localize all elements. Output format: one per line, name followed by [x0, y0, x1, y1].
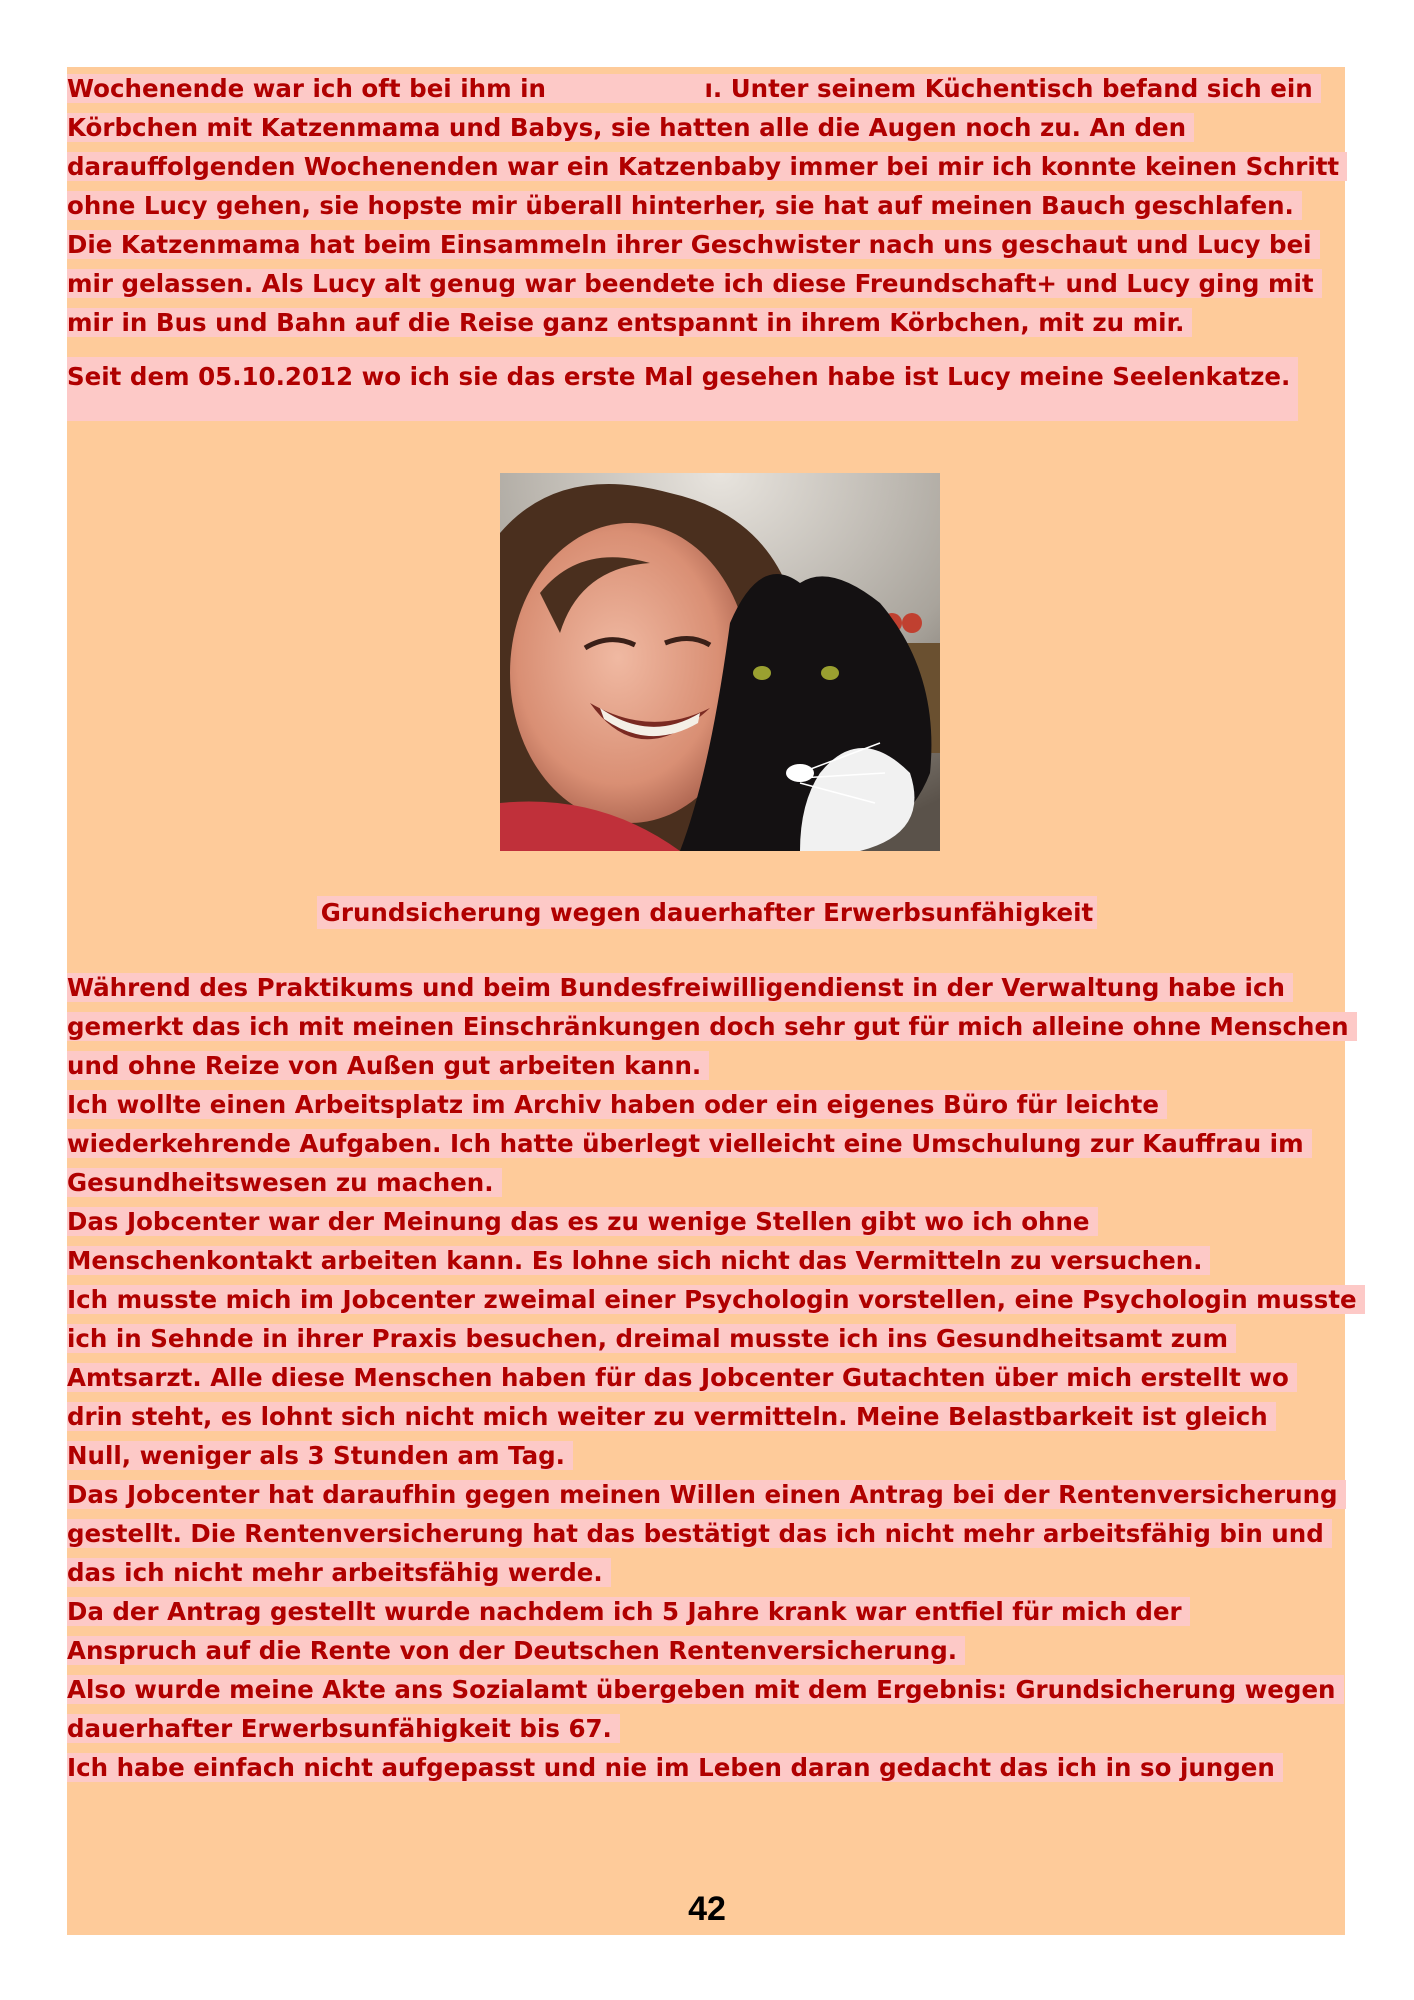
text-line	[67, 1631, 1347, 1670]
text-fragment: mir in Bus und Bahn auf die Reise ganz entspannt in ihrem Körbchen, mit zu mir.	[67, 308, 1192, 337]
text-fragment: ı. Unter seinem Küchentisch befand sich ein	[704, 74, 1313, 103]
text-line	[67, 1475, 1347, 1514]
text-line	[67, 1358, 1347, 1397]
text-line	[67, 1241, 1347, 1280]
text-fragment: Das Jobcenter war der Meinung das es zu wenige Stellen gibt wo ich ohne	[67, 1207, 1098, 1236]
text-fragment: Null, weniger als 3 Stunden am Tag.	[67, 1441, 573, 1470]
text-fragment: Anspruch auf die Rente von der Deutschen Rentenversicherung.	[67, 1636, 965, 1665]
heading-text: Grundsicherung wegen dauerhafter Erwerbsunfähigkeit	[317, 896, 1097, 929]
body-paragraph	[67, 968, 1357, 1787]
text-line	[67, 186, 1347, 225]
text-line	[67, 1670, 1347, 1709]
text-line	[67, 147, 1347, 186]
text-fragment: Die Katzenmama hat beim Einsammeln ihrer Geschwister nach uns geschaut und Lucy bei	[67, 230, 1320, 259]
text-line	[67, 1709, 1347, 1748]
text-fragment: Amtsarzt. Alle diese Menschen haben für das Jobcenter Gutachten über mich erstellt wo	[67, 1363, 1297, 1392]
text-fragment: Da der Antrag gestellt wurde nachdem ich 5 Jahre krank war entfiel für mich der	[67, 1597, 1190, 1626]
section-heading	[0, 893, 1414, 933]
text-line	[67, 1553, 1347, 1592]
text-line	[67, 1397, 1347, 1436]
text-fragment: ich in Sehnde in ihrer Praxis besuchen, dreimal musste ich ins Gesundheitsamt zum	[67, 1324, 1236, 1353]
text-line	[67, 357, 1347, 421]
text-line	[67, 1592, 1347, 1631]
text-line	[67, 264, 1347, 303]
text-fragment: Seit dem 05.10.2012 wo ich sie das erste Mal gesehen habe ist Lucy meine Seelenkatze.	[67, 357, 1298, 421]
text-line	[67, 1514, 1347, 1553]
text-line	[67, 1280, 1357, 1319]
text-line	[67, 69, 1347, 108]
text-fragment: dauerhafter Erwerbsunfähigkeit bis 67.	[67, 1714, 620, 1743]
text-fragment: Ich wollte einen Arbeitsplatz im Archiv haben oder ein eigenes Büro für leichte	[67, 1090, 1167, 1119]
text-fragment: wiederkehrende Aufgaben. Ich hatte überlegt vielleicht eine Umschulung zur Kauffrau im	[67, 1129, 1312, 1158]
date-paragraph	[67, 357, 1347, 421]
text-fragment: mir gelassen. Als Lucy alt genug war beendete ich diese Freundschaft+ und Lucy ging mit	[67, 269, 1322, 298]
text-line	[67, 1007, 1347, 1046]
text-fragment: Ich habe einfach nicht aufgepasst und nie im Leben daran gedacht das ich in so jungen	[67, 1753, 1283, 1782]
text-fragment: gestellt. Die Rentenversicherung hat das bestätigt das ich nicht mehr arbeitsfähig bin und	[67, 1519, 1332, 1548]
text-line	[67, 303, 1347, 342]
text-fragment: Menschenkontakt arbeiten kann. Es lohne sich nicht das Vermitteln zu versuchen.	[67, 1246, 1210, 1275]
text-fragment: das ich nicht mehr arbeitsfähig werde.	[67, 1558, 611, 1587]
text-fragment: darauffolgenden Wochenenden war ein Katzenbaby immer bei mir ich konnte keinen Schritt	[67, 152, 1347, 181]
text-line	[67, 1436, 1347, 1475]
text-line	[67, 1163, 1347, 1202]
page-number: 42	[688, 1890, 726, 1928]
text-line	[67, 1046, 1347, 1085]
text-fragment: gemerkt das ich mit meinen Einschränkungen doch sehr gut für mich alleine ohne Menschen	[67, 1012, 1357, 1041]
text-line	[67, 1124, 1347, 1163]
text-fragment: Wochenende war ich oft bei ihm in	[67, 74, 546, 103]
top-paragraph	[67, 69, 1347, 342]
text-fragment: Also wurde meine Akte ans Sozialamt übergeben mit dem Ergebnis: Grundsicherung wegen	[67, 1675, 1344, 1704]
text-line	[67, 1085, 1347, 1124]
text-line	[67, 108, 1347, 147]
text-fragment: und ohne Reize von Außen gut arbeiten kann.	[67, 1051, 709, 1080]
text-line	[67, 1748, 1347, 1787]
text-fragment: drin steht, es lohnt sich nicht mich weiter zu vermitteln. Meine Belastbarkeit ist gleich	[67, 1402, 1276, 1431]
text-fragment: ohne Lucy gehen, sie hopste mir überall hinterher, sie hat auf meinen Bauch geschlafen.	[67, 191, 1302, 220]
text-fragment: Ich musste mich im Jobcenter zweimal einer Psychologin vorstellen, eine Psychologin musste	[67, 1285, 1365, 1314]
text-fragment: Körbchen mit Katzenmama und Babys, sie hatten alle die Augen noch zu. An den	[67, 113, 1194, 142]
text-line	[67, 1202, 1347, 1241]
photo-woman-with-cat	[500, 473, 940, 851]
text-line	[67, 968, 1347, 1007]
text-line	[67, 225, 1347, 264]
text-fragment: Gesundheitswesen zu machen.	[67, 1168, 502, 1197]
text-fragment: Das Jobcenter hat daraufhin gegen meinen Willen einen Antrag bei der Rentenversicherung	[67, 1480, 1346, 1509]
text-fragment: Während des Praktikums und beim Bundesfreiwilligendienst in der Verwaltung habe ich	[67, 973, 1293, 1002]
text-line	[67, 1319, 1347, 1358]
